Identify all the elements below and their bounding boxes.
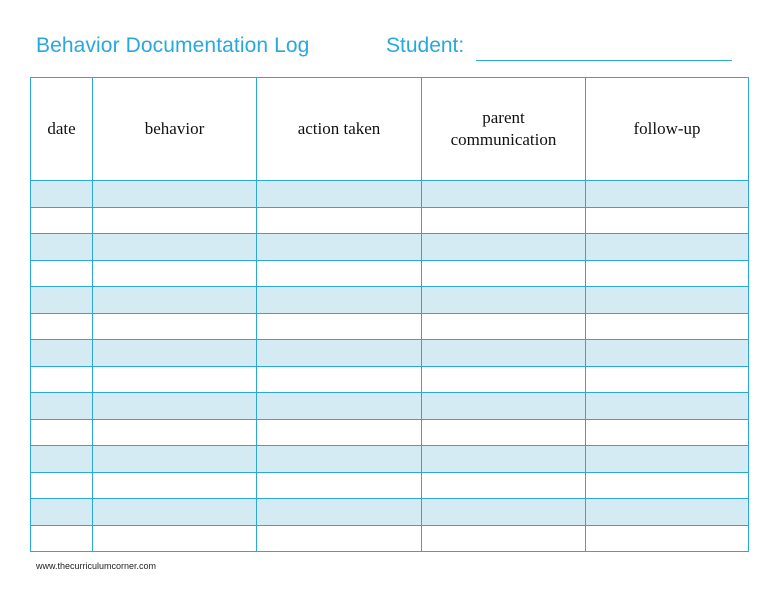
table-row xyxy=(31,234,749,261)
cell-follow-up[interactable] xyxy=(586,260,749,287)
cell-action-taken[interactable] xyxy=(257,366,422,393)
cell-behavior[interactable] xyxy=(93,287,257,314)
cell-behavior[interactable] xyxy=(93,260,257,287)
cell-action-taken[interactable] xyxy=(257,419,422,446)
cell-action-taken[interactable] xyxy=(257,287,422,314)
cell-parent-communication[interactable] xyxy=(422,313,586,340)
table-row xyxy=(31,446,749,473)
cell-follow-up[interactable] xyxy=(586,499,749,526)
cell-action-taken[interactable] xyxy=(257,260,422,287)
cell-action-taken[interactable] xyxy=(257,499,422,526)
cell-action-taken[interactable] xyxy=(257,472,422,499)
cell-behavior[interactable] xyxy=(93,499,257,526)
cell-follow-up[interactable] xyxy=(586,419,749,446)
cell-date[interactable] xyxy=(31,207,93,234)
cell-date[interactable] xyxy=(31,234,93,261)
table-row xyxy=(31,181,749,208)
cell-action-taken[interactable] xyxy=(257,393,422,420)
cell-parent-communication[interactable] xyxy=(422,260,586,287)
cell-date[interactable] xyxy=(31,525,93,552)
cell-date[interactable] xyxy=(31,181,93,208)
cell-action-taken[interactable] xyxy=(257,446,422,473)
column-header-parent-communication: parent communication xyxy=(422,78,586,181)
cell-parent-communication[interactable] xyxy=(422,207,586,234)
column-header-behavior: behavior xyxy=(93,78,257,181)
cell-parent-communication[interactable] xyxy=(422,181,586,208)
cell-date[interactable] xyxy=(31,472,93,499)
cell-action-taken[interactable] xyxy=(257,207,422,234)
cell-date[interactable] xyxy=(31,287,93,314)
cell-behavior[interactable] xyxy=(93,393,257,420)
cell-follow-up[interactable] xyxy=(586,393,749,420)
table-row xyxy=(31,499,749,526)
cell-behavior[interactable] xyxy=(93,181,257,208)
cell-follow-up[interactable] xyxy=(586,525,749,552)
cell-follow-up[interactable] xyxy=(586,313,749,340)
cell-date[interactable] xyxy=(31,313,93,340)
column-header-action-taken: action taken xyxy=(257,78,422,181)
cell-date[interactable] xyxy=(31,419,93,446)
table-row xyxy=(31,207,749,234)
log-body xyxy=(31,181,749,552)
cell-parent-communication[interactable] xyxy=(422,472,586,499)
cell-date[interactable] xyxy=(31,393,93,420)
cell-date[interactable] xyxy=(31,340,93,367)
behavior-log-table xyxy=(30,77,749,552)
table-row xyxy=(31,393,749,420)
table-row xyxy=(31,472,749,499)
cell-behavior[interactable] xyxy=(93,446,257,473)
cell-behavior[interactable] xyxy=(93,340,257,367)
cell-behavior[interactable] xyxy=(93,234,257,261)
cell-parent-communication[interactable] xyxy=(422,287,586,314)
cell-action-taken[interactable] xyxy=(257,181,422,208)
cell-behavior[interactable] xyxy=(93,366,257,393)
cell-action-taken[interactable] xyxy=(257,313,422,340)
student-label: Student: xyxy=(386,34,465,57)
cell-behavior[interactable] xyxy=(93,313,257,340)
cell-date[interactable] xyxy=(31,446,93,473)
cell-behavior[interactable] xyxy=(93,525,257,552)
cell-behavior[interactable] xyxy=(93,472,257,499)
page-title: Behavior Documentation Log xyxy=(36,34,310,57)
table-row xyxy=(31,419,749,446)
table-row xyxy=(31,525,749,552)
cell-parent-communication[interactable] xyxy=(422,525,586,552)
cell-parent-communication[interactable] xyxy=(422,340,586,367)
student-name-field[interactable] xyxy=(476,60,732,61)
cell-behavior[interactable] xyxy=(93,207,257,234)
table-row xyxy=(31,260,749,287)
cell-parent-communication[interactable] xyxy=(422,446,586,473)
table-row xyxy=(31,366,749,393)
cell-follow-up[interactable] xyxy=(586,472,749,499)
cell-parent-communication[interactable] xyxy=(422,234,586,261)
cell-action-taken[interactable] xyxy=(257,525,422,552)
cell-parent-communication[interactable] xyxy=(422,393,586,420)
cell-follow-up[interactable] xyxy=(586,234,749,261)
table-row xyxy=(31,313,749,340)
footer-url: www.thecurriculumcorner.com xyxy=(36,561,157,571)
cell-follow-up[interactable] xyxy=(586,366,749,393)
cell-parent-communication[interactable] xyxy=(422,499,586,526)
table-row xyxy=(31,340,749,367)
cell-follow-up[interactable] xyxy=(586,287,749,314)
column-header-follow-up: follow-up xyxy=(586,78,749,181)
cell-behavior[interactable] xyxy=(93,419,257,446)
cell-date[interactable] xyxy=(31,366,93,393)
cell-date[interactable] xyxy=(31,499,93,526)
cell-follow-up[interactable] xyxy=(586,207,749,234)
cell-date[interactable] xyxy=(31,260,93,287)
cell-follow-up[interactable] xyxy=(586,446,749,473)
cell-follow-up[interactable] xyxy=(586,340,749,367)
cell-parent-communication[interactable] xyxy=(422,366,586,393)
cell-action-taken[interactable] xyxy=(257,340,422,367)
column-header-date: date xyxy=(31,78,93,181)
header-row xyxy=(31,78,749,181)
table-row xyxy=(31,287,749,314)
cell-parent-communication[interactable] xyxy=(422,419,586,446)
cell-action-taken[interactable] xyxy=(257,234,422,261)
cell-follow-up[interactable] xyxy=(586,181,749,208)
